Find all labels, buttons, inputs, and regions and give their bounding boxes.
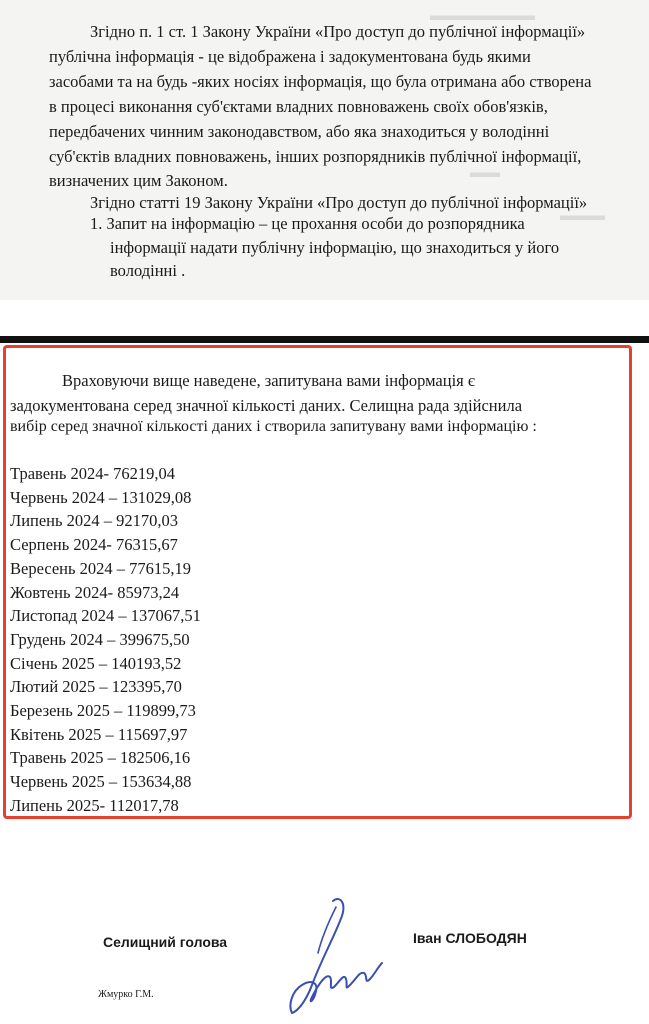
- bleed-through-text: ▬▬: [470, 165, 500, 181]
- amount-list-item: Липень 2024 – 92170,03: [10, 511, 179, 531]
- bleed-through-text: ▬▬▬▬▬▬▬: [430, 8, 535, 24]
- amount-list-item: Грудень 2024 – 399675,50: [10, 629, 190, 649]
- amount-list-item: Листопад 2024 – 137067,51: [10, 606, 201, 626]
- amount-list-item: Лютий 2025 – 123395,70: [10, 677, 182, 697]
- doc-line: публічна інформація - це відображена і задокументована будь якими: [49, 47, 531, 66]
- intro-line: Враховуючи вище наведене, запитувана вами інформація є: [62, 371, 475, 390]
- doc-line: володінні .: [110, 261, 186, 280]
- amount-list-item: Червень 2025 – 153634,88: [10, 772, 192, 792]
- bleed-through-text: ▬▬▬: [560, 208, 605, 224]
- doc-line: інформації надати публічну інформацію, що знаходиться у його: [110, 238, 560, 257]
- amount-list-item: Березень 2025 – 119899,73: [10, 701, 196, 720]
- amount-list-item: Травень 2024- 76219,04: [10, 464, 176, 483]
- signatory-position: Селищний голова: [103, 934, 228, 950]
- doc-line: засобами та на будь -яких носіях інформація, що була отримана або створена: [49, 72, 592, 91]
- doc-line: Згідно статті 19 Закону України «Про доступ до публічної інформації»: [90, 193, 588, 212]
- doc-line: в процесі виконання суб'єктами владних повноважень своїх обов'язків,: [49, 97, 548, 116]
- intro-line: вибір серед значної кількості даних і створила запитувану вами інформацію :: [10, 418, 537, 435]
- handwritten-signature: [278, 893, 390, 1019]
- amount-list-item: Жовтень 2024- 85973,24: [10, 582, 180, 602]
- doc-line: Згідно п. 1 ст. 1 Закону України «Про доступ до публічної інформації»: [90, 22, 586, 41]
- amount-list-item: Квітень 2025 – 115697,97: [10, 724, 188, 744]
- upper-document-section: [0, 0, 649, 300]
- amount-list-item: Липень 2025- 112017,78: [10, 795, 179, 815]
- intro-line: задокументована серед значної кількості даних. Селищна рада здійснила: [10, 396, 523, 415]
- doc-line: визначених цим Законом.: [49, 171, 228, 190]
- amount-list-item: Вересень 2024 – 77615,19: [10, 558, 192, 578]
- signatory-name: Іван СЛОБОДЯН: [413, 930, 527, 946]
- doc-line: суб'єктів владних повноважень, інших розпорядників публічної інформації,: [49, 147, 582, 166]
- doc-line: 1. Запит на інформацію – це прохання особи до розпорядника: [90, 214, 525, 233]
- amount-list-item: Серпень 2024- 76315,67: [10, 535, 178, 555]
- amount-list-item: Травень 2025 – 182506,16: [10, 748, 191, 768]
- amount-list-item: Січень 2025 – 140193,52: [10, 653, 182, 673]
- amount-list-item: Червень 2024 – 131029,08: [10, 487, 192, 507]
- doc-line: передбачених чинним законодавством, або яка знаходиться у володінні: [49, 122, 550, 141]
- section-divider: [0, 336, 649, 343]
- executor-name: Жмурко Г.М.: [98, 989, 154, 1000]
